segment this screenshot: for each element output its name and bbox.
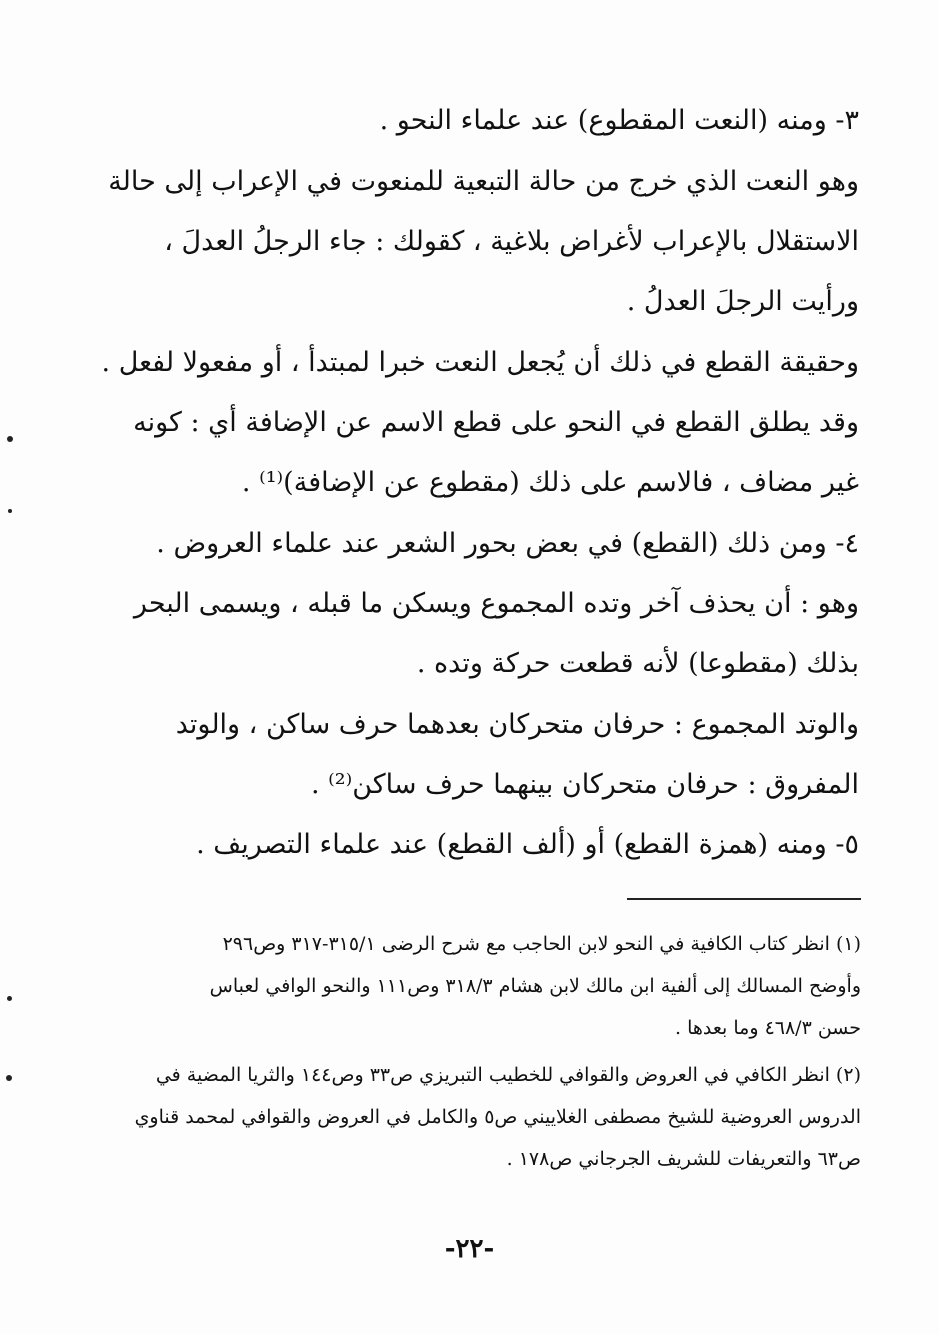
footnote-line: ص٦٣ والتعريفات للشريف الجرجاني ص١٧٨ . <box>506 1148 861 1170</box>
page-number: -٢٢- <box>444 1234 495 1264</box>
footnote-line: وأوضح المسالك إلى ألفية ابن مالك لابن هشام ٣١٨/٣ وص١١١ والنحو الوافي لعباس <box>209 975 861 997</box>
body-line: غير مضاف ، فالاسم على ذلك (مقطوع عن الإضافة)⁽¹⁾ . <box>241 467 859 498</box>
scan-speck <box>8 509 12 513</box>
body-line: ٥- ومنه (همزة القطع) أو (ألف القطع) عند علماء التصريف . <box>196 829 859 860</box>
body-line: ورأيت الرجلَ العدلُ . <box>626 286 859 317</box>
scan-speck <box>6 1075 12 1081</box>
footnote-line: (٢) انظر الكافي في العروض والقوافي للخطيب التبريزي ص٣٣ وص١٤٤ والثريا المضية في <box>155 1064 861 1086</box>
footnote-line: حسن ٤٦٨/٣ وما بعدها . <box>675 1017 861 1039</box>
body-line: وقد يطلق القطع في النحو على قطع الاسم عن الإضافة أي : كونه <box>133 407 859 438</box>
footnote-line: (١) انظر كتاب الكافية في النحو لابن الحاجب مع شرح الرضى ٣١٥/١-٣١٧ وص٢٩٦ <box>222 933 861 955</box>
body-line: المفروق : حرفان متحركان بينهما حرف ساكن⁽²⁾ . <box>310 769 859 800</box>
scan-speck <box>7 996 12 1001</box>
body-line: ٣- ومنه (النعت المقطوع) عند علماء النحو . <box>379 105 859 136</box>
body-line: وهو : أن يحذف آخر وتده المجموع ويسكن ما قبله ، ويسمى البحر <box>133 588 859 619</box>
footnote-separator <box>627 898 861 900</box>
body-line: الاستقلال بالإعراب لأغراض بلاغية ، كقولك : جاء الرجلُ العدلَ ، <box>164 226 859 257</box>
body-line: بذلك (مقطوعا) لأنه قطعت حركة وتده . <box>416 648 859 679</box>
body-line: والوتد المجموع : حرفان متحركان بعدهما حرف ساكن ، والوتد <box>175 709 859 740</box>
scan-speck <box>7 436 13 442</box>
body-line: ٤- ومن ذلك (القطع) في بعض بحور الشعر عند علماء العروض . <box>156 528 859 559</box>
body-line: وحقيقة القطع في ذلك أن يُجعل النعت خبرا لمبتدأ ، أو مفعولا لفعل . <box>101 347 859 378</box>
body-line: وهو النعت الذي خرج من حالة التبعية للمنعوت في الإعراب إلى حالة <box>108 166 859 197</box>
footnote-line: الدروس العروضية للشيخ مصطفى الغلاييني ص٥ والكامل في العروض والقوافي لمحمد قناوي <box>134 1106 861 1128</box>
